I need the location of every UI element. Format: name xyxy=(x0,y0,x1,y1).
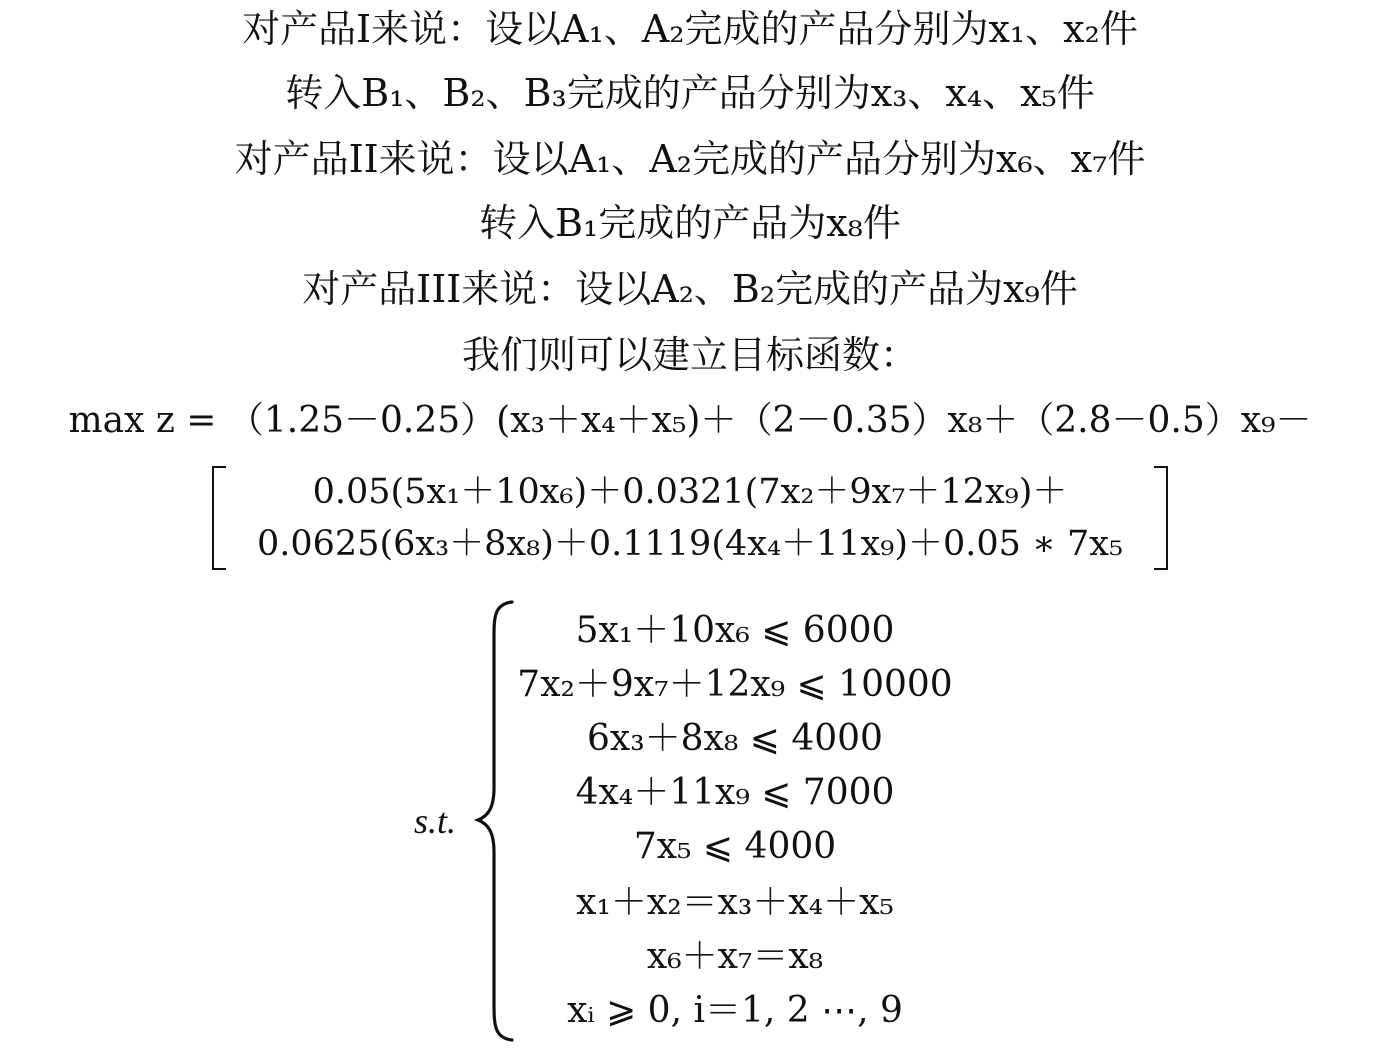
text-line-6: 我们则可以建立目标函数： xyxy=(461,333,918,377)
constraint-3: 6x₃＋8x₈ ⩽ 4000 xyxy=(587,718,883,759)
cost-bracket-block xyxy=(212,466,1168,570)
constraint-6: x₁＋x₂＝x₃＋x₄＋x₅ xyxy=(576,882,894,923)
text-line-2: 转入B₁、B₂、B₃完成的产品分别为x₃、x₄、x₅件 xyxy=(285,71,1095,115)
text-line-1: 对产品I来说：设以A₁、A₂完成的产品分别为x₁、x₂件 xyxy=(242,7,1138,51)
text-line-5: 对产品III来说：设以A₂、B₂完成的产品为x₉件 xyxy=(302,267,1078,311)
cost-row-1: 0.05(5x₁＋10x₆)＋0.0321(7x₂＋9x₇＋12x₉)＋ xyxy=(312,472,1068,512)
constraint-2: 7x₂＋9x₇＋12x₉ ⩽ 10000 xyxy=(517,664,953,705)
constraint-8: xᵢ ⩾ 0, i＝1, 2 ⋯, 9 xyxy=(567,990,903,1031)
cost-row-2: 0.0625(6x₃＋8x₈)＋0.1119(4x₄＋11x₉)＋0.05 ∗ 7x₅ xyxy=(257,524,1123,564)
text-line-4: 转入B₁完成的产品为x₈件 xyxy=(479,201,901,245)
objective-function: max z = （1.25－0.25）(x₃＋x₄＋x₅)＋（2－0.35）x₈＋（2.8－0.5）x₉－ xyxy=(68,400,1312,441)
constraint-1: 5x₁＋10x₆ ⩽ 6000 xyxy=(575,610,895,651)
text-line-3: 对产品II来说：设以A₁、A₂完成的产品分别为x₆、x₇件 xyxy=(234,137,1146,181)
constraint-5: 7x₅ ⩽ 4000 xyxy=(633,826,837,867)
subject-to-label: s.t. xyxy=(414,801,457,841)
left-square-bracket xyxy=(212,466,226,570)
constraint-4: 4x₄＋11x₉ ⩽ 7000 xyxy=(575,772,895,813)
right-square-bracket xyxy=(1154,466,1168,570)
constraint-7: x₆＋x₇＝x₈ xyxy=(646,936,824,977)
